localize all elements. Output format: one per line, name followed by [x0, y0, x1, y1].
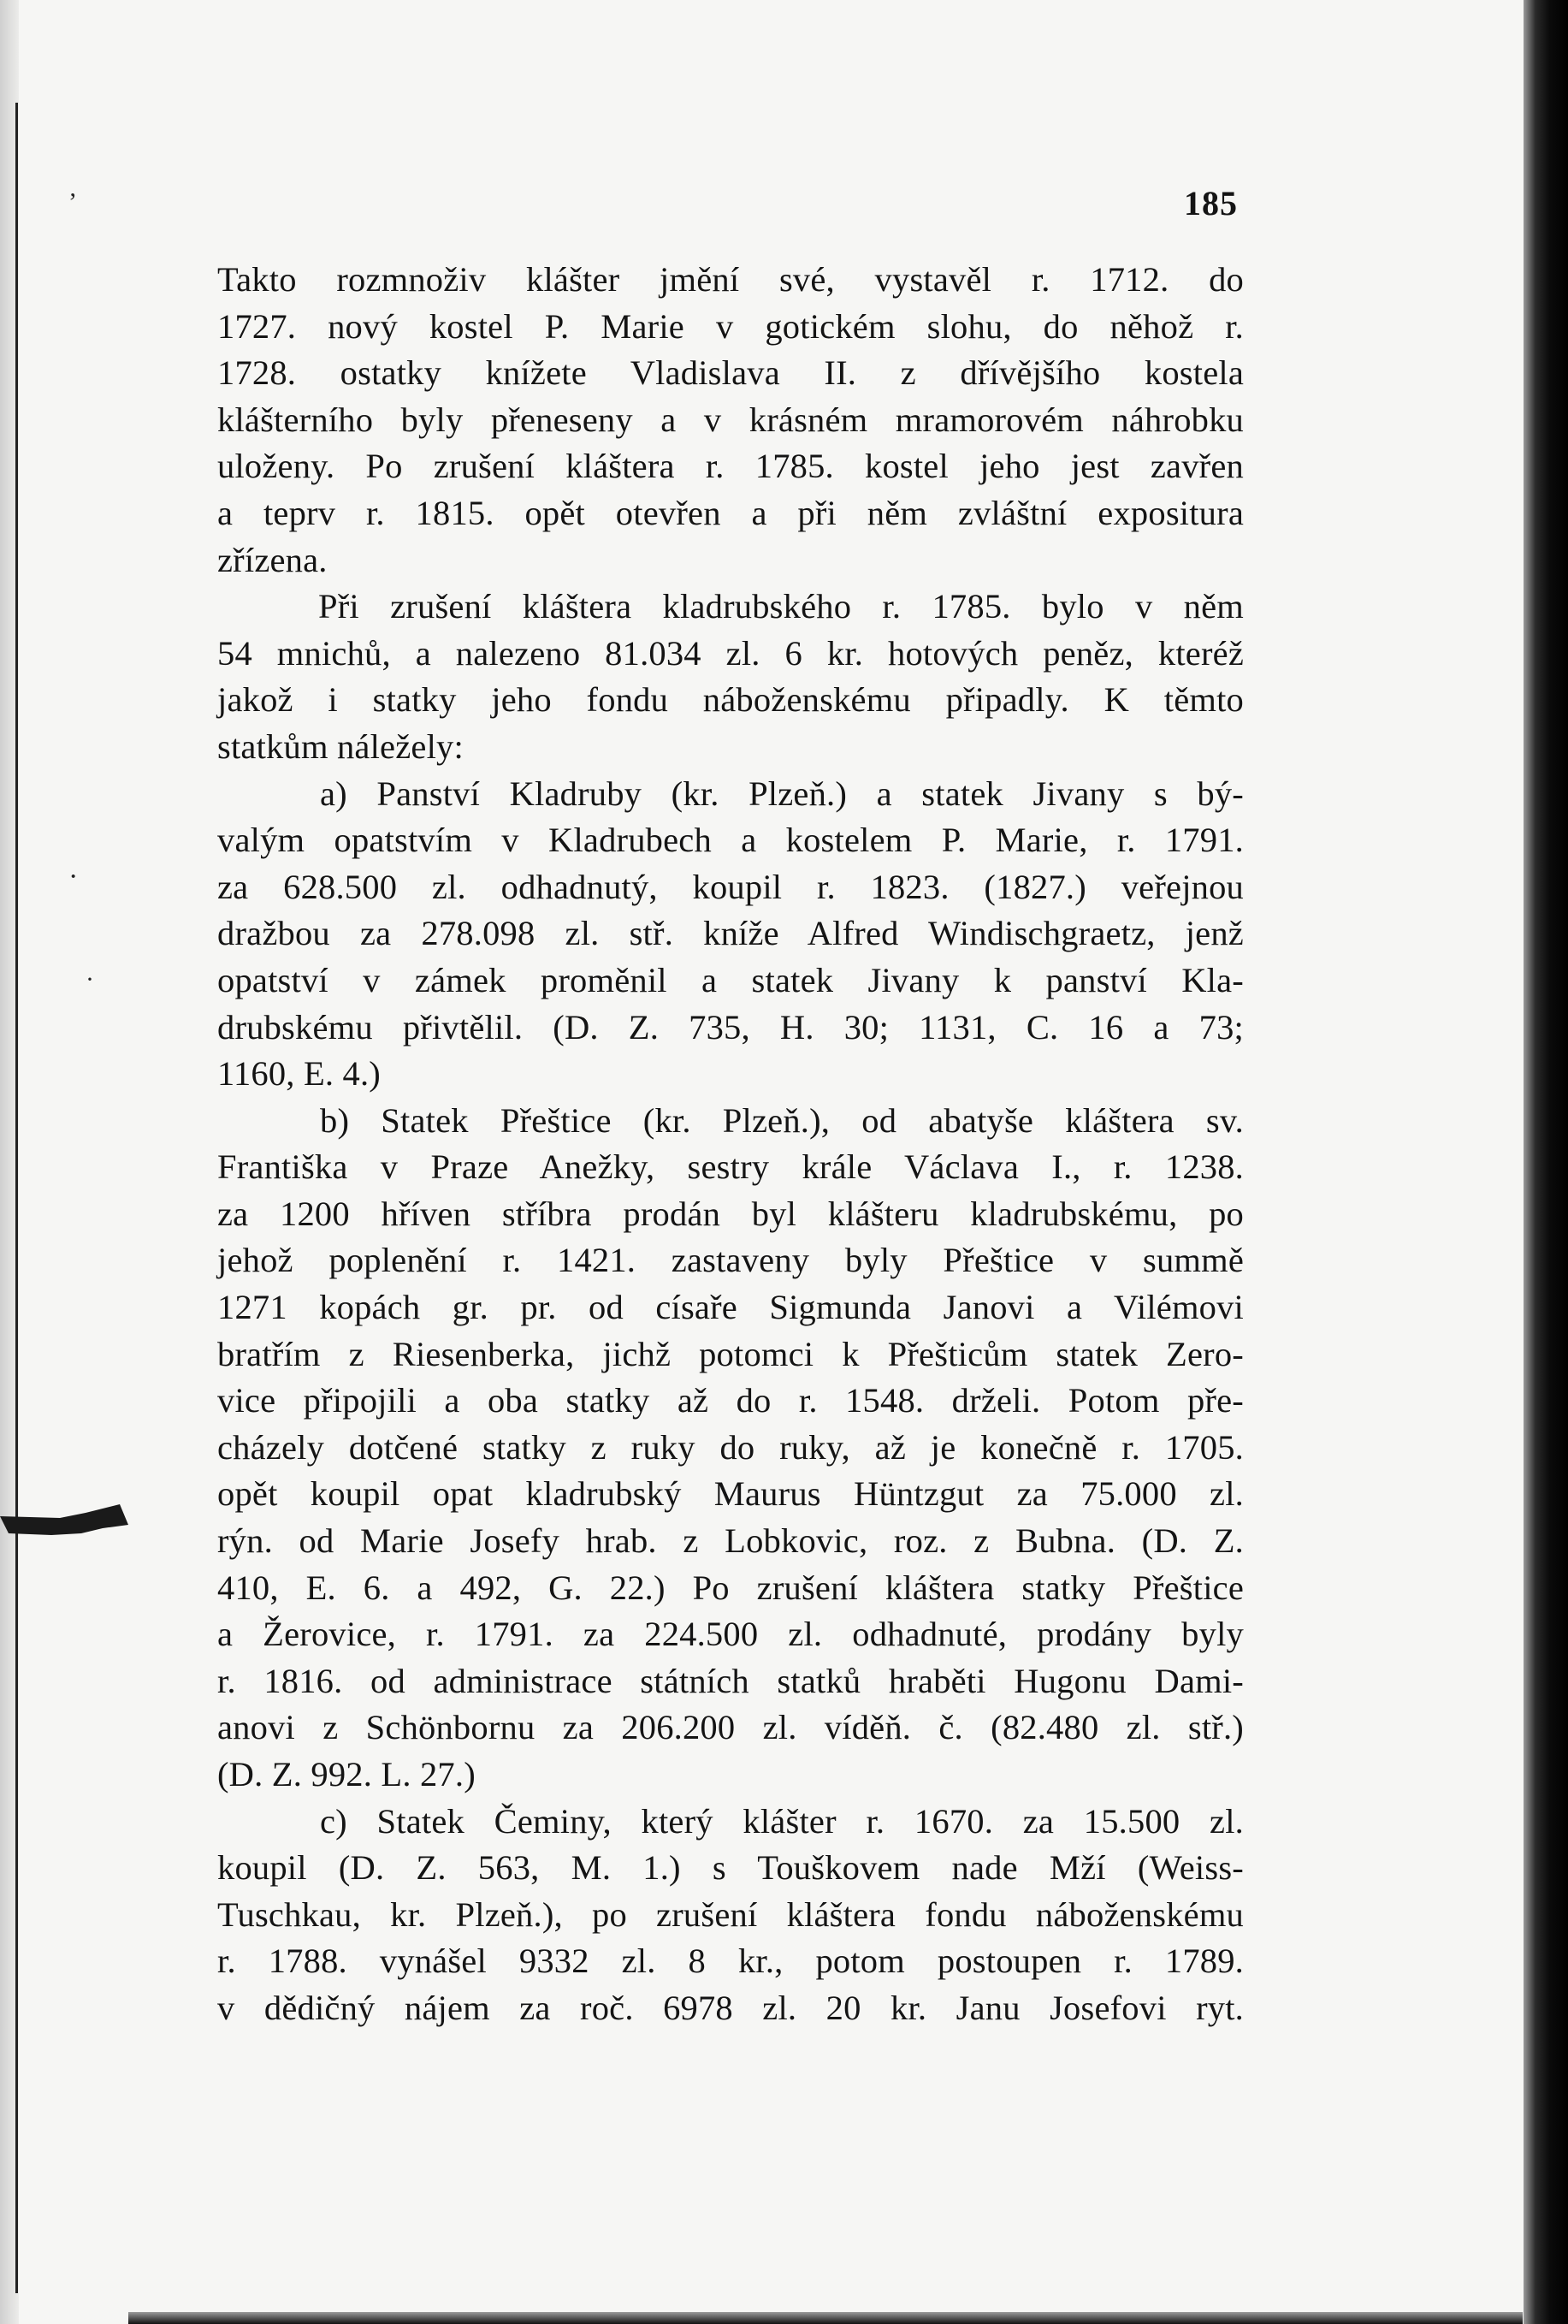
text-line: 1727. nový kostel P. Marie v gotickém slohu, do něhož r. — [217, 306, 1244, 346]
text-line: Takto rozmnoživ klášter jmění své, vystavěl r. 1712. do — [217, 260, 1244, 299]
margin-speck: ʼ — [68, 188, 77, 216]
margin-speck: · — [68, 861, 79, 892]
margin-speck: · — [86, 965, 94, 993]
text-line: 1160, E. 4.) — [217, 1054, 381, 1094]
text-line: drubskému přivtělil. (D. Z. 735, H. 30; 1131, C. 16 a 73; — [217, 1007, 1244, 1046]
text-line: zřízena. — [217, 540, 328, 579]
text-line: koupil (D. Z. 563, M. 1.) s Touškovem nade Mží (Weiss- — [217, 1848, 1244, 1888]
text-line: Při zrušení kláštera kladrubského r. 1785. bylo v něm — [318, 587, 1244, 626]
text-line: b) Statek Přeštice (kr. Plzeň.), od abatyše kláštera sv. — [320, 1100, 1244, 1140]
text-line: za 1200 hříven stříbra prodán byl klášteru kladrubskému, po — [217, 1194, 1244, 1233]
binding-thread-mark — [0, 1499, 137, 1550]
text-line: za 628.500 zl. odhadnutý, koupil r. 1823. (1827.) veřejnou — [217, 867, 1244, 906]
text-line: dražbou za 278.098 zl. stř. kníže Alfred Windischgraetz, jenž — [217, 914, 1244, 953]
text-line: cházely dotčené statky z ruky do ruky, až je konečně r. 1705. — [217, 1427, 1244, 1467]
text-line: a Žerovice, r. 1791. za 224.500 zl. odhadnuté, prodány byly — [217, 1615, 1244, 1654]
text-line: a) Panství Kladruby (kr. Plzeň.) a statek Jivany s bý- — [320, 774, 1244, 813]
scan-bottom-edge — [128, 2312, 1523, 2324]
text-line: uloženy. Po zrušení kláštera r. 1785. kostel jeho jest zavřen — [217, 447, 1244, 486]
page-number: 185 — [1184, 184, 1238, 222]
text-line: jakož i statky jeho fondu náboženskému připadly. K těmto — [217, 680, 1244, 720]
text-line: 410, E. 6. a 492, G. 22.) Po zrušení kláštera statky Přeštice — [217, 1568, 1244, 1607]
text-line: klášterního byly přeneseny a v krásném mramorovém náhrobku — [217, 400, 1244, 439]
scan-right-border — [1524, 0, 1568, 2324]
text-line: opatství v zámek proměnil a statek Jivany k panství Kla- — [217, 960, 1244, 999]
text-line: valým opatstvím v Kladrubech a kostelem P. Marie, r. 1791. — [217, 821, 1244, 860]
text-line: opět koupil opat kladrubský Maurus Hüntzgut za 75.000 zl. — [217, 1474, 1244, 1514]
text-line: jehož poplenění r. 1421. zastaveny byly Přeštice v summě — [217, 1241, 1244, 1280]
page-gutter-line — [15, 103, 18, 2293]
text-line: 1271 kopách gr. pr. od císaře Sigmunda Janovi a Vilémovi — [217, 1288, 1244, 1327]
text-line: v dědičný nájem za roč. 6978 zl. 20 kr. Janu Josefovi ryt. — [217, 1988, 1244, 2027]
text-line: Tuschkau, kr. Plzeň.), po zrušení kláštera fondu náboženskému — [217, 1894, 1244, 1934]
text-line: r. 1788. vynášel 9332 zl. 8 kr., potom postoupen r. 1789. — [217, 1942, 1244, 1981]
text-line: bratřím z Riesenberka, jichž potomci k Přešticům statek Zero- — [217, 1334, 1244, 1373]
text-line: 1728. ostatky knížete Vladislava II. z dřívějšího kostela — [217, 353, 1244, 393]
text-line: r. 1816. od administrace státních statků hraběti Hugonu Dami- — [217, 1661, 1244, 1700]
text-line: rýn. od Marie Josefy hrab. z Lobkovic, roz. z Bubna. (D. Z. — [217, 1521, 1244, 1561]
text-line: statkům náležely: — [217, 726, 464, 766]
text-line: Františka v Praze Anežky, sestry krále Václava I., r. 1238. — [217, 1147, 1244, 1187]
body-text — [217, 257, 1244, 2032]
text-line: c) Statek Čeminy, který klášter r. 1670. za 15.500 zl. — [320, 1801, 1244, 1841]
text-line: a teprv r. 1815. opět otevřen a při něm zvláštní expositura — [217, 493, 1244, 532]
text-line: (D. Z. 992. L. 27.) — [217, 1755, 476, 1793]
text-line: vice připojili a oba statky až do r. 1548. drželi. Potom pře- — [217, 1381, 1244, 1420]
text-line: 54 mnichů, a nalezeno 81.034 zl. 6 kr. hotových peněz, kteréž — [217, 633, 1244, 673]
text-line: anovi z Schönbornu za 206.200 zl. víděň. č. (82.480 zl. stř.) — [217, 1708, 1244, 1747]
